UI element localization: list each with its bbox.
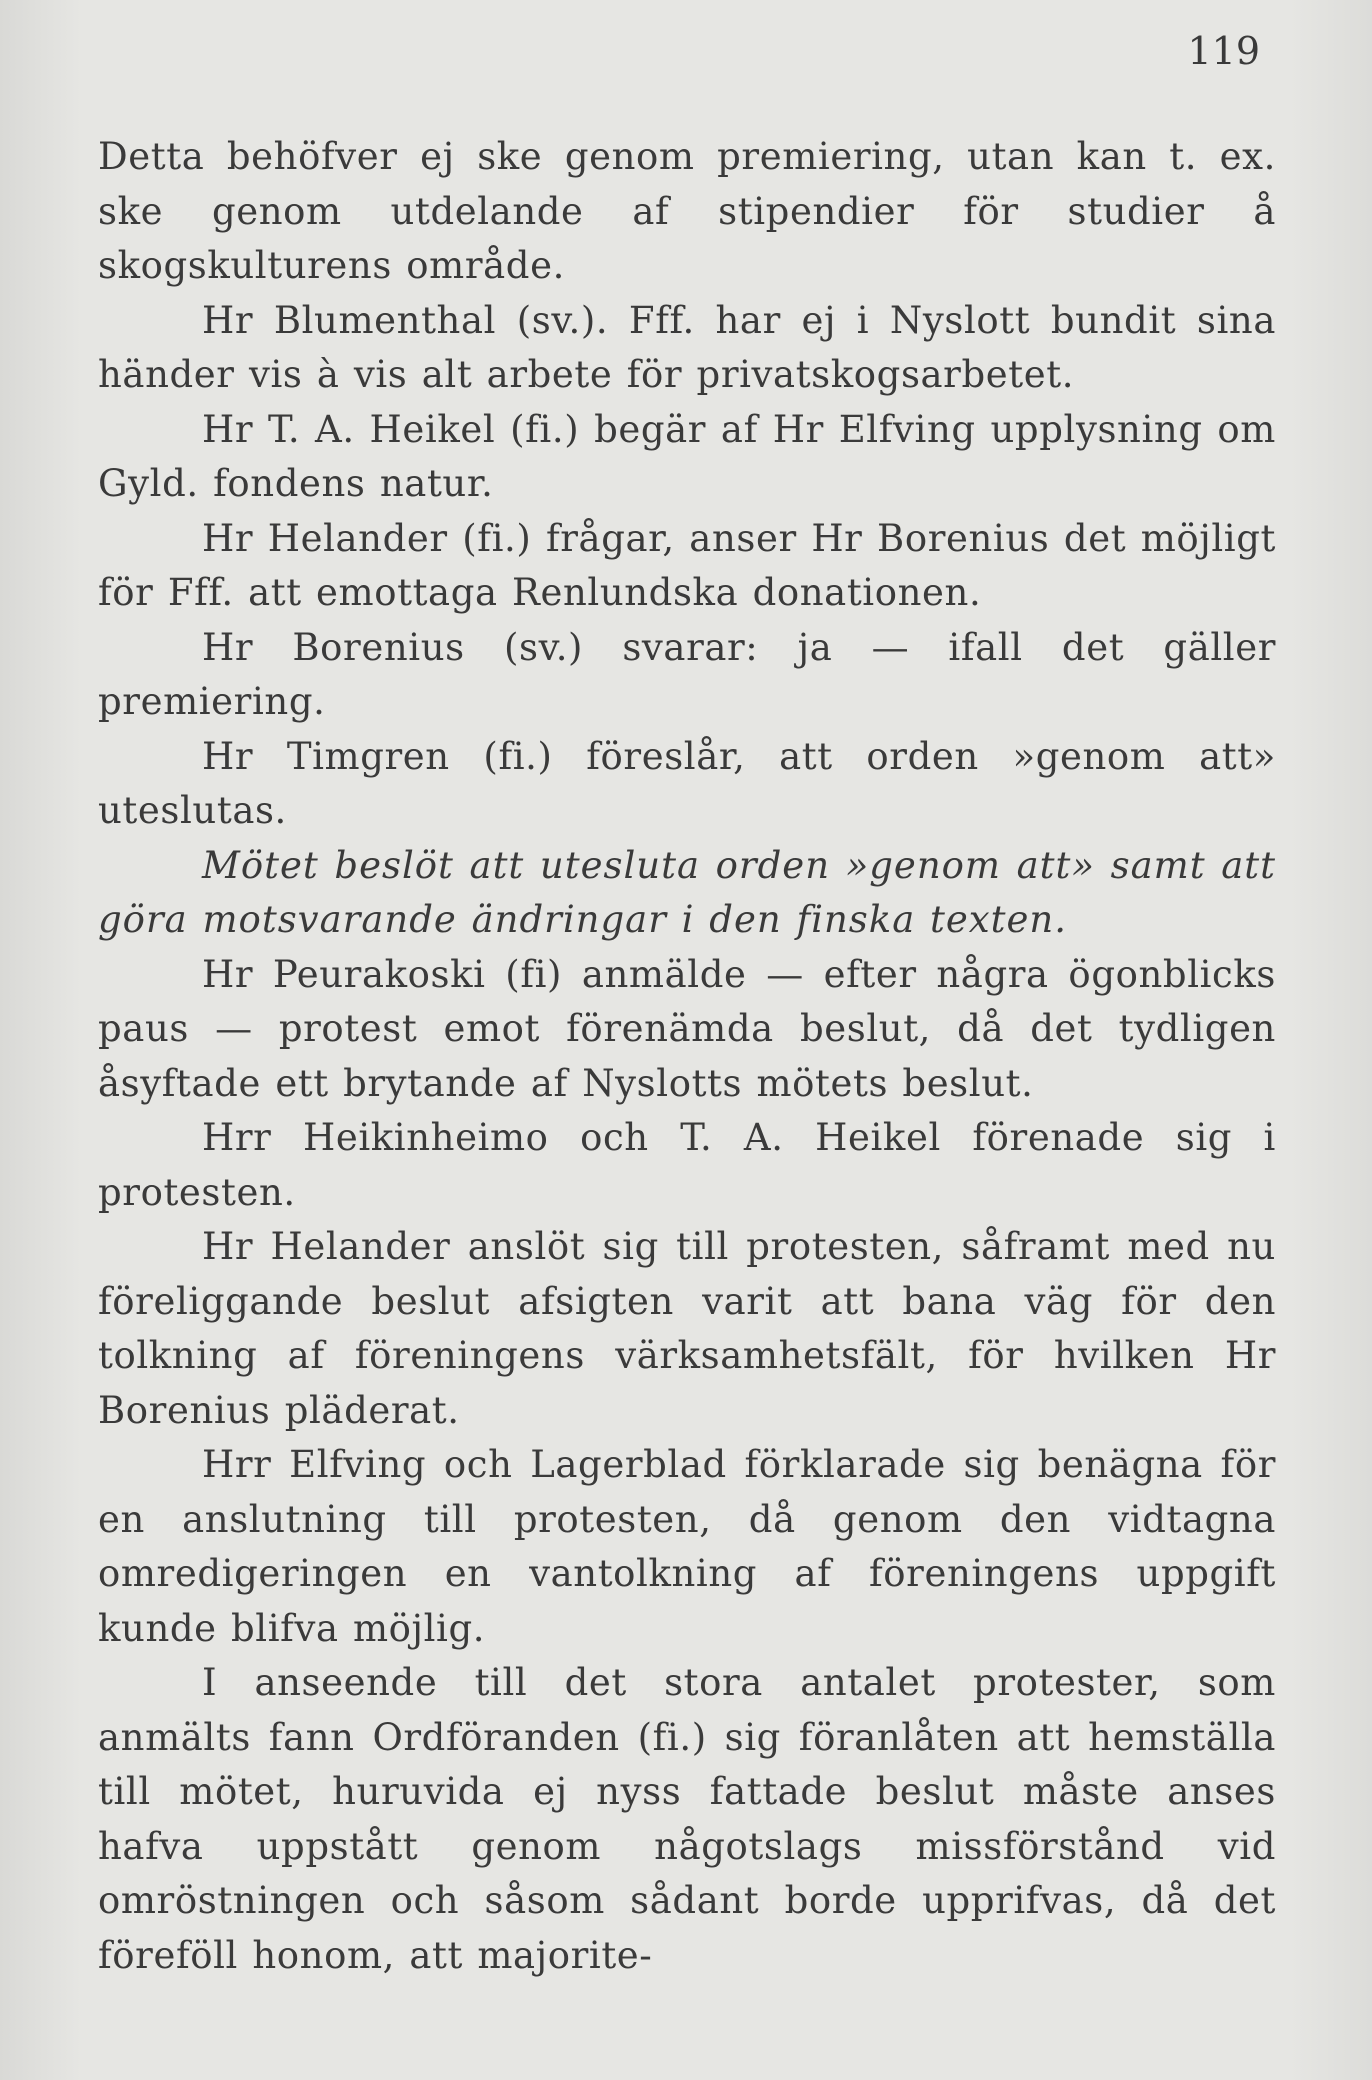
paragraph: Hr Blumenthal (sv.). Fff. har ej i Nyslott bundit sina händer vis à vis alt arbete för privatskogsarbetet. [98,298,1276,396]
paragraph: Hr Timgren (fi.) föreslår, att orden »genom att» uteslutas. [98,734,1276,832]
paragraph: Hr Peurakoski (fi) anmälde — efter några ögonblicks paus — protest emot förenämda beslut, då det tydligen åsyftade ett brytande af Nyslotts mötets beslut. [98,952,1276,1105]
text-body [98,130,1276,1983]
paragraph: Hr T. A. Heikel (fi.) begär af Hr Elfving upplysning om Gyld. fondens natur. [98,407,1276,505]
paragraph: Hr Borenius (sv.) svarar: ja — ifall det gäller premiering. [98,625,1276,723]
paragraph: Detta behöfver ej ske genom premiering, utan kan t. ex. ske genom utdelande af stipendier för studier å skogskulturens område. [98,135,1276,287]
page-number: 119 [1187,29,1260,73]
paragraph: I anseende till det stora antalet protester, som anmälts fann Ordföranden (fi.) sig föranlåten att hemställa till mötet, huruvida ej nyss fattade beslut måste anses hafva uppstått genom någotslags missförstånd vid omröstningen och såsom sådant borde upprifvas, då det föreföll honom, att majorite- [98,1661,1276,1977]
resolution-paragraph: Mötet beslöt att utesluta orden »genom att» samt att göra motsvarande ändringar i den finska texten. [98,843,1276,941]
paragraph: Hrr Elfving och Lagerblad förklarade sig benägna för en anslutning till protesten, då genom den vidtagna omredigeringen en vantolkning af föreningens uppgift kunde blifva möjlig. [98,1443,1276,1650]
paragraph: Hr Helander (fi.) frågar, anser Hr Borenius det möjligt för Fff. att emottaga Renlundska donationen. [98,516,1276,614]
paragraph: Hr Helander anslöt sig till protesten, såframt med nu föreliggande beslut afsigten varit att bana väg för den tolkning af föreningens värksamhetsfält, för hvilken Hr Borenius pläderat. [98,1225,1276,1432]
paragraph: Hrr Heikinheimo och T. A. Heikel förenade sig i protesten. [98,1116,1276,1214]
